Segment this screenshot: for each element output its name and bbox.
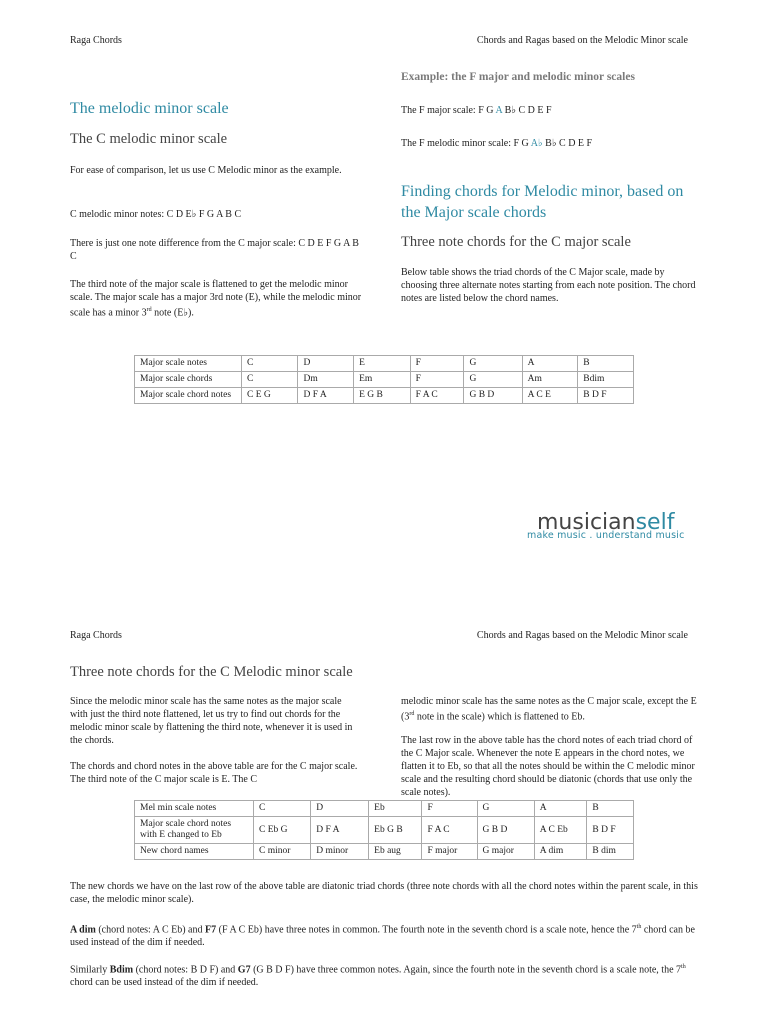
table-row [135,356,634,372]
table-cell: A dim [534,844,587,860]
table-row-header: Major scale chords [135,372,242,388]
table-cell: A [534,801,587,817]
table-cell: G B D [464,388,522,404]
one-note-difference-paragraph: There is just one note difference from the C major scale: C D E F G A B C [70,238,359,262]
c-melodic-minor-heading: The C melodic minor scale [70,131,228,147]
table-cell: D F A [298,388,354,404]
table-cell: G B D [477,817,534,844]
logo-word-self: self [635,510,675,535]
page2-left-paragraph-1: Since the melodic minor scale has the same notes as the major scale with just the third note flattened, let us try to find out chords for the melodic minor scale by flattening the third note, whenever it is used in the chords. [70,696,353,746]
diatonic-triads-paragraph: The new chords we have on the last row of the above table are diatonic triad chords (three note chords with all the chord notes within the parent scale, in this case, the melodic minor scale). [70,881,698,905]
table-row-header: New chord names [135,844,254,860]
page2-header-left: Raga Chords [70,630,122,641]
finding-chords-heading: Finding chords for Melodic minor, based on the Major scale chords [401,183,684,221]
logo-tagline: make music . understand music [527,530,685,541]
table-cell: F [410,356,464,372]
table-cell: E [354,356,410,372]
table-cell: E G B [354,388,410,404]
table-cell: G [464,372,522,388]
page2-left-paragraph-2: The chords and chord notes in the above table are for the C major scale. The third note of the C major scale is E. The C [70,761,358,785]
table-cell: Em [354,372,410,388]
page2-header-right: Chords and Ragas based on the Melodic Minor scale [476,630,688,641]
table-cell: F A C [410,388,464,404]
table-cell: Eb aug [369,844,422,860]
table-row [135,801,634,817]
table-cell: F major [422,844,477,860]
adim-f7-paragraph: A dim (chord notes: A C Eb) and F7 (F A C Eb) have three notes in common. The fourth note in the seventh chord is a scale note, hence the 7th chord can be used instead of the dim if needed. [70,924,695,949]
table-row [135,388,634,404]
major-chords-table [134,355,634,404]
table-cell: D minor [311,844,369,860]
table-cell: A C E [522,388,578,404]
table-cell: C Eb G [254,817,311,844]
logo-word-musician: musician [537,510,636,535]
intro-paragraph: For ease of comparison, let us use C Melodic minor as the example. [70,165,342,176]
page1-header-right: Chords and Ragas based on the Melodic Minor scale [476,35,688,46]
table-cell: C [254,801,311,817]
table-cell: C minor [254,844,311,860]
table-cell: G [477,801,534,817]
table-row [135,844,634,860]
page1-header-left: Raga Chords [70,35,122,46]
table-row-header: Mel min scale notes [135,801,254,817]
melodic-minor-heading: The melodic minor scale [70,100,229,117]
table-cell: Eb [369,801,422,817]
page2-right-paragraph-1: melodic minor scale has the same notes as the C major scale, except the E (3rd note in the scale) which is flattened to Eb. [401,696,697,723]
table-cell: Eb G B [369,817,422,844]
table-cell: B D F [587,817,634,844]
table-row-header: Major scale chord notes [135,388,242,404]
table-cell: F [410,372,464,388]
table-cell: G [464,356,522,372]
third-note-paragraph: The third note of the major scale is flattened to get the melodic minor scale. The major scale has a major 3rd note (E), while the melodic minor scale has a minor 3rd note (E♭). [70,279,362,319]
table-cell: D [311,801,369,817]
table-row [135,372,634,388]
table-cell: F A C [422,817,477,844]
table-cell: C E G [242,388,298,404]
table-row-header: Major scale notes [135,356,242,372]
f-major-scale-line: The F major scale: F G A B♭ C D E F [401,105,552,116]
c-major-chords-heading: Three note chords for the C major scale [401,234,631,250]
table-cell: Bdim [578,372,634,388]
table-cell: B [578,356,634,372]
triad-table-description: Below table shows the triad chords of the C Major scale, made by choosing three alternate notes starting from each note position. The chord notes are listed below the chord names. [401,267,696,304]
table-cell: A C Eb [534,817,587,844]
melodic-minor-chords-table [134,800,634,860]
bdim-g7-paragraph: Similarly Bdim (chord notes: B D F) and G7 (G B D F) have three common notes. Again, since the fourth note in the seventh chord is a scale note, the 7th chord can be used instead of the dim if needed. [70,964,686,989]
example-heading: Example: the F major and melodic minor scales [401,71,635,83]
page2-right-paragraph-2: The last row in the above table has the chord notes of each triad chord of the C Major scale. Whenever the note E appears in the chord notes, we flatten it to Eb, so that all the notes should be within the C melodic minor scale and the resulting chord should be diatonic (chords that use only the scale notes). [401,735,695,798]
table-cell: B dim [587,844,634,860]
f-melodic-minor-line: The F melodic minor scale: F G A♭ B♭ C D E F [401,138,593,149]
c-melodic-notes: C melodic minor notes: C D E♭ F G A B C [70,209,242,220]
table-cell: D [298,356,354,372]
table-cell: B [587,801,634,817]
table-cell: Am [522,372,578,388]
musicianself-logo [527,510,685,541]
table-cell: A [522,356,578,372]
table-row [135,817,634,844]
table-cell: Dm [298,372,354,388]
table-cell: C [242,372,298,388]
table-cell: C [242,356,298,372]
table-row-header: Major scale chord notes with E changed to Eb [135,817,254,844]
table-cell: B D F [578,388,634,404]
table-cell: D F A [311,817,369,844]
table-cell: G major [477,844,534,860]
table-cell: F [422,801,477,817]
melodic-minor-chords-heading: Three note chords for the C Melodic minor scale [70,664,353,680]
